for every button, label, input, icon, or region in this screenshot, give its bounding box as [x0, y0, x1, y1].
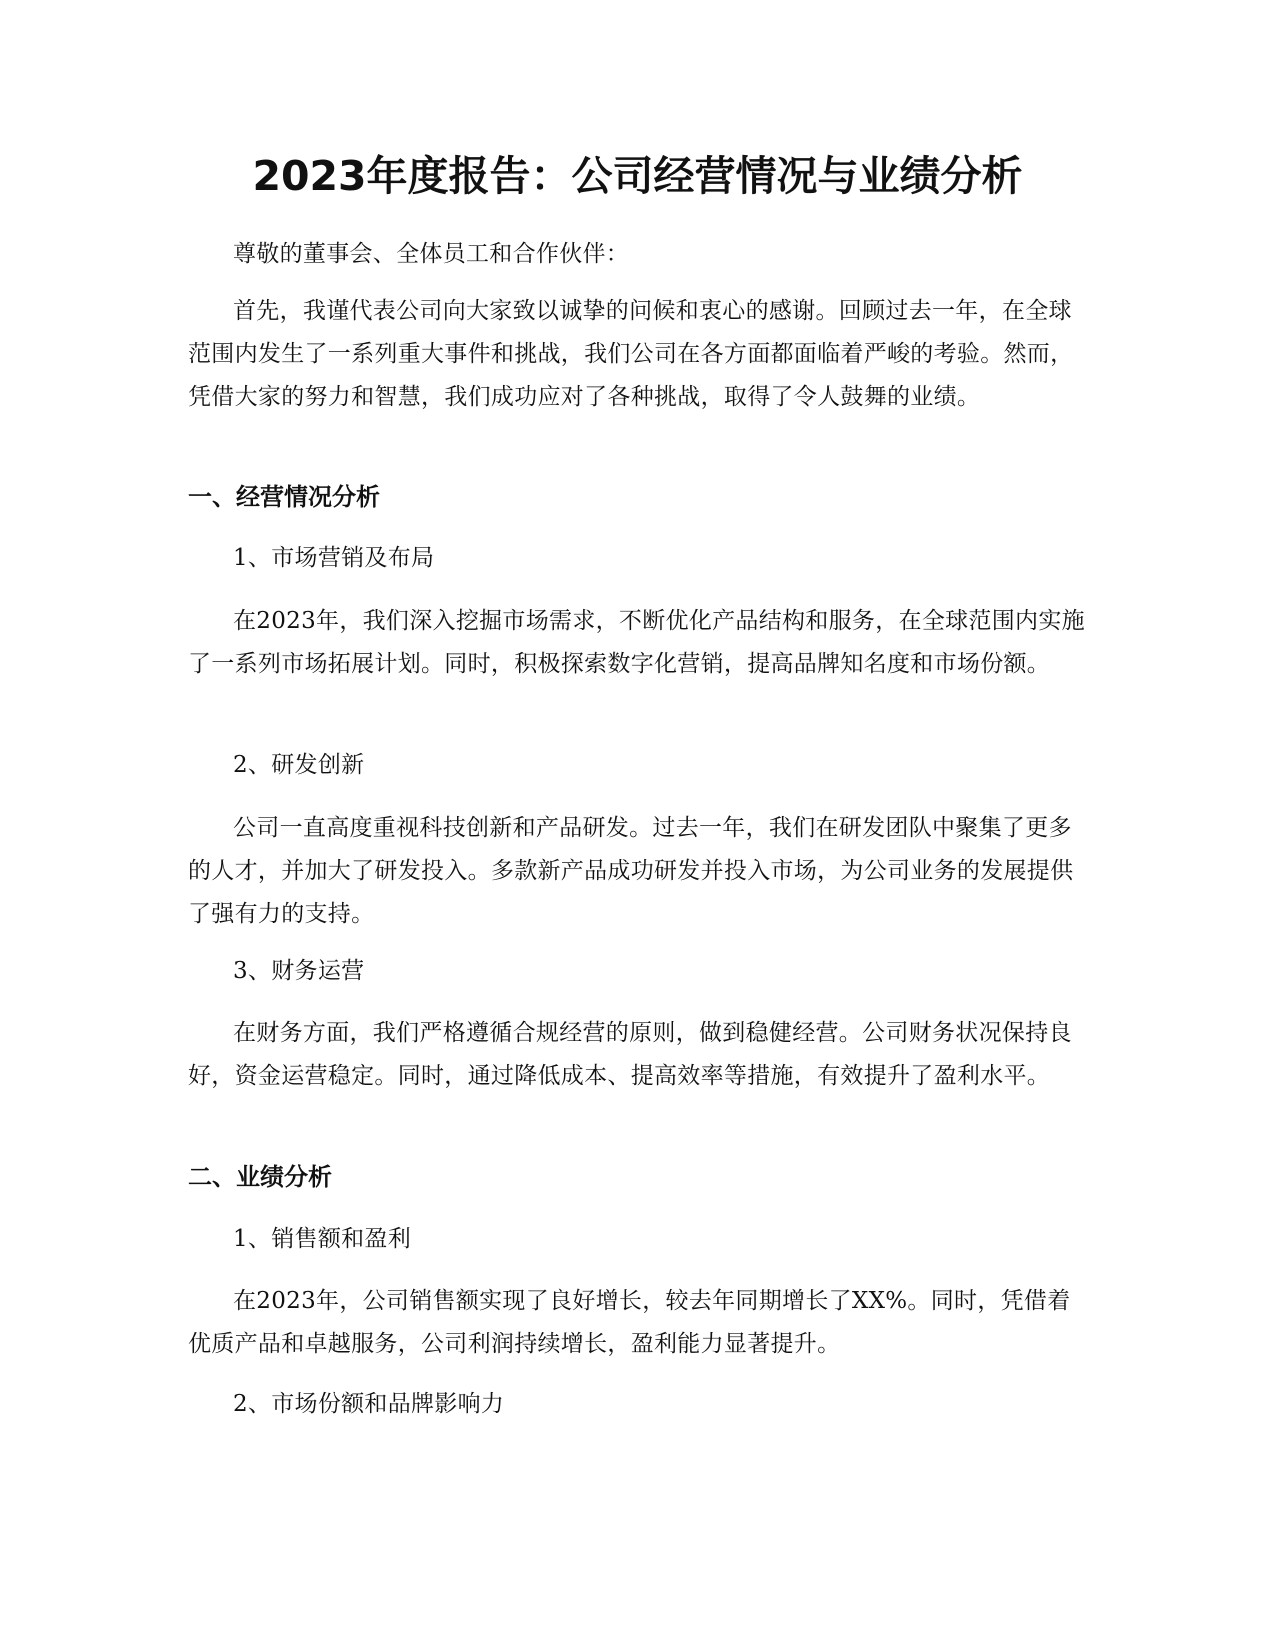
salutation: 尊敬的董事会、全体员工和合作伙伴：: [233, 241, 630, 267]
subheading-finance: 3、财务运营: [233, 958, 365, 984]
subheading-market-share: 2、市场份额和品牌影响力: [233, 1391, 505, 1417]
paragraph-sales-profit: 在2023年，公司销售额实现了良好增长，较去年同期增长了XX%。同时，凭借着优质产品和卓越服务，公司利润持续增长，盈利能力显著提升。: [188, 1288, 1071, 1357]
document-title: 2023年度报告：公司经营情况与业绩分析: [252, 152, 1023, 200]
section-heading-operations: 一、经营情况分析: [188, 483, 380, 511]
subheading-marketing: 1、市场营销及布局: [233, 545, 435, 571]
section-heading-performance: 二、业绩分析: [188, 1163, 332, 1191]
intro-paragraph: 首先，我谨代表公司向大家致以诚挚的问候和衷心的感谢。回顾过去一年，在全球范围内发生了一系列重大事件和挑战，我们公司在各方面都面临着严峻的考验。然而，凭借大家的努力和智慧，我们成功应对了各种挑战，取得了令人鼓舞的业绩。: [188, 298, 1074, 410]
subheading-sales-profit: 1、销售额和盈利: [233, 1226, 412, 1252]
paragraph-marketing: 在2023年，我们深入挖掘市场需求，不断优化产品结构和服务，在全球范围内实施了一系列市场拓展计划。同时，积极探索数字化营销，提高品牌知名度和市场份额。: [188, 608, 1085, 677]
paragraph-rnd: 公司一直高度重视科技创新和产品研发。过去一年，我们在研发团队中聚集了更多的人才，并加大了研发投入。多款新产品成功研发并投入市场，为公司业务的发展提供了强有力的支持。: [188, 815, 1074, 927]
paragraph-finance: 在财务方面，我们严格遵循合规经营的原则，做到稳健经营。公司财务状况保持良好，资金运营稳定。同时，通过降低成本、提高效率等措施，有效提升了盈利水平。: [188, 1020, 1072, 1089]
subheading-rnd: 2、研发创新: [233, 752, 365, 778]
